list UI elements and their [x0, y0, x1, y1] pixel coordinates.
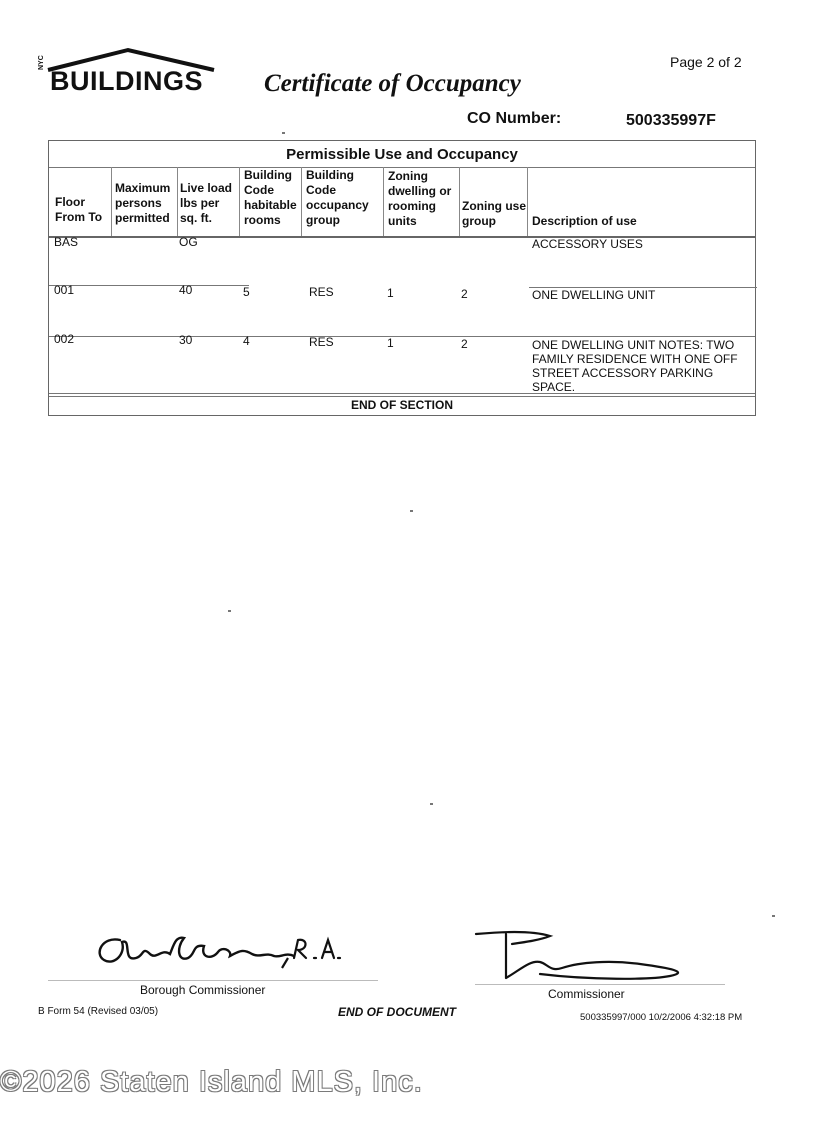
table-cell-use-group: 2 [461, 287, 468, 301]
nyc-buildings-logo [38, 46, 218, 98]
logo-prefix: NYC [38, 55, 45, 70]
table-cell-floor: BAS [54, 235, 79, 249]
table-cell-use-group: 2 [461, 337, 468, 351]
mls-watermark: ©2026 Staten Island MLS, Inc. [0, 1066, 423, 1098]
co-number-value: 500335997F [626, 112, 716, 129]
form-number: B Form 54 (Revised 03/05) [38, 1006, 159, 1017]
divider [49, 167, 755, 168]
table-cell-description: ONE DWELLING UNIT [532, 288, 656, 302]
divider [49, 285, 249, 286]
divider [177, 167, 178, 237]
col-header-floor: Floor From To [55, 195, 103, 224]
divider [383, 167, 384, 237]
borough-commissioner-label: Borough Commissioner [140, 983, 266, 997]
divider [111, 167, 112, 237]
page-number: Page 2 of 2 [670, 54, 742, 70]
commissioner-signature [470, 922, 700, 986]
col-header-occupancy-group: Building Code occupancy group [306, 168, 369, 227]
borough-commissioner-signature [92, 918, 352, 978]
table-cell-live-load: 40 [179, 283, 193, 297]
col-header-use-group: Zoning use group [462, 199, 526, 228]
col-header-habitable-rooms: Building Code habitable rooms [244, 168, 297, 227]
end-of-section: END OF SECTION [350, 398, 453, 412]
scan-speck [430, 803, 433, 805]
document-timestamp: 500335997/000 10/2/2006 4:32:18 PM [580, 1012, 743, 1023]
table-cell-occupancy-group: RES [309, 335, 334, 349]
col-header-persons: Maximum persons permitted [115, 181, 171, 225]
divider [49, 396, 755, 397]
table-cell-habitable-rooms: 4 [243, 334, 250, 348]
occupancy-table [48, 140, 756, 416]
divider [527, 167, 528, 237]
signature-line [48, 980, 378, 981]
table-cell-dwelling-units: 1 [387, 286, 394, 300]
end-of-document: END OF DOCUMENT [338, 1005, 456, 1019]
signature-line [475, 984, 725, 985]
divider [49, 393, 755, 394]
table-cell-floor: 001 [54, 283, 75, 297]
table-cell-description: ONE DWELLING UNIT NOTES: TWO FAMILY RESIDENCE WITH ONE OFF STREET ACCESSORY PARKING SPACE. [532, 338, 738, 394]
table-cell-dwelling-units: 1 [387, 336, 394, 350]
logo-text: BUILDINGS [50, 66, 203, 96]
col-header-dwelling-units: Zoning dwelling or rooming units [388, 169, 452, 228]
table-cell-habitable-rooms: 5 [243, 285, 250, 299]
divider [459, 167, 460, 237]
scan-speck [282, 132, 285, 134]
col-header-live-load: Live load lbs per sq. ft. [180, 181, 233, 225]
table-cell-live-load: 30 [179, 333, 193, 347]
commissioner-label: Commissioner [548, 987, 625, 1001]
divider [49, 336, 755, 337]
scan-speck [772, 915, 775, 917]
table-cell-floor: 002 [54, 332, 75, 346]
col-header-description: Description of use [532, 214, 637, 228]
table-cell-occupancy-group: RES [309, 285, 334, 299]
scan-speck [228, 610, 231, 612]
table-title: Permissible Use and Occupancy [286, 146, 518, 163]
table-cell-live-load: OG [179, 235, 198, 249]
co-number-label: CO Number: [467, 110, 562, 127]
table-cell-description: ACCESSORY USES [532, 237, 643, 251]
scan-speck [410, 510, 413, 512]
document-title: Certificate of Occupancy [264, 70, 521, 97]
